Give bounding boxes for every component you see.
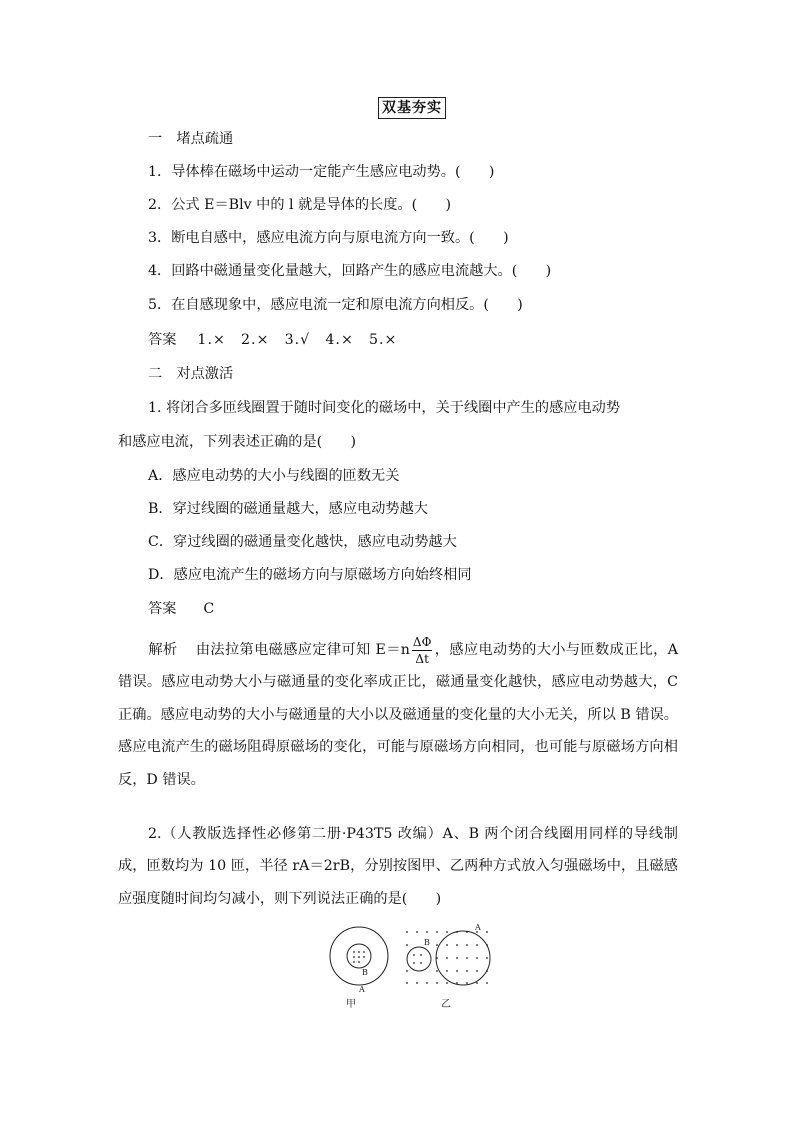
label-b-jia: B	[362, 968, 368, 977]
analysis-label: 解析	[148, 642, 178, 658]
analysis-text-after: ，感应电动势的大小与匝数成正比，A 错误。感应电动势大小与磁通量的变化率成正比，磁通量变化越快，感应电动势越大，C 正确。感应电动势的大小与磁通量的大小以及磁通量的变化量的大小无关，所以 B 错误。感应电流产生的磁场阻碍原磁场的变化，可能与原磁场方向相同，也可能与原磁场方向相反，D 错误。	[118, 642, 678, 788]
answer-value: C	[203, 601, 215, 617]
figure-jia	[330, 927, 388, 1010]
coil-a-circle	[330, 927, 388, 985]
answer-text: 1.× 2.× 3.√ 4.× 5.×	[197, 332, 398, 348]
q1-answer	[148, 599, 214, 619]
option-b: B．穿过线圈的磁通量越大，感应电动势越大	[148, 501, 428, 517]
page-title: 双基夯实	[378, 97, 446, 119]
faraday-fraction	[412, 636, 433, 665]
list-item: 1．导体棒在磁场中运动一定能产生感应电动势。( )	[148, 164, 495, 180]
q1-stem-line2: 和感应电流，下列表述正确的是( )	[118, 434, 357, 450]
coil-b-circle	[347, 944, 371, 968]
coil-a-circle	[436, 931, 490, 985]
label-yi: 乙	[441, 999, 451, 1010]
figure-yi	[406, 923, 490, 1010]
list-item: 2．公式 E＝Blv 中的 l 就是导体的长度。( )	[148, 197, 452, 213]
q1-analysis	[118, 634, 678, 796]
coil-b-circle	[407, 947, 431, 971]
coil-figure	[325, 918, 505, 1018]
list-item: 4．回路中磁通量变化量越大，回路产生的感应电流越大。( )	[148, 263, 552, 279]
list-item: 3．断电自感中，感应电流方向与原电流方向一致。( )	[148, 230, 509, 246]
fraction-denominator: Δt	[415, 651, 429, 666]
answer-label: 答案	[148, 332, 177, 348]
option-c: C．穿过线圈的磁通量变化越快，感应电动势越大	[148, 534, 457, 550]
fraction-numerator: ΔΦ	[412, 634, 432, 649]
answer-label: 答案	[148, 601, 177, 617]
label-b-yi: B	[424, 938, 430, 947]
field-dots-yi	[406, 931, 488, 984]
label-jia: 甲	[346, 999, 356, 1010]
field-dots-jia	[353, 951, 365, 963]
section1-answer	[148, 330, 397, 350]
option-a: A．感应电动势的大小与线圈的匝数无关	[148, 468, 400, 484]
q2-stem	[118, 818, 678, 915]
option-d: D．感应电流产生的磁场方向与原磁场方向始终相同	[148, 567, 472, 583]
q2-stem-text: 2.（人教版选择性必修第二册·P43T5 改编）A、B 两个闭合线圈用同样的导线制成，匝数均为 10 匝，半径 rA＝2rB，分别按图甲、乙两种方式放入匀强磁场中，且磁感应强度随时间均匀减小，则下列说法正确的是( )	[118, 826, 678, 907]
list-item: 5．在自感现象中，感应电流一定和原电流方向相反。( )	[148, 297, 523, 313]
label-a-yi: A	[475, 923, 481, 932]
label-a-jia: A	[359, 985, 365, 994]
q1-stem-line1: 1. 将闭合多匝线圈置于随时间变化的磁场中，关于线圈中产生的感应电动势	[148, 400, 621, 416]
section1-heading: 一 堵点疏通	[148, 131, 234, 147]
section2-heading: 二 对点激活	[148, 366, 234, 382]
analysis-text-before: 由法拉第电磁感应定律可知 E＝n	[195, 642, 410, 658]
